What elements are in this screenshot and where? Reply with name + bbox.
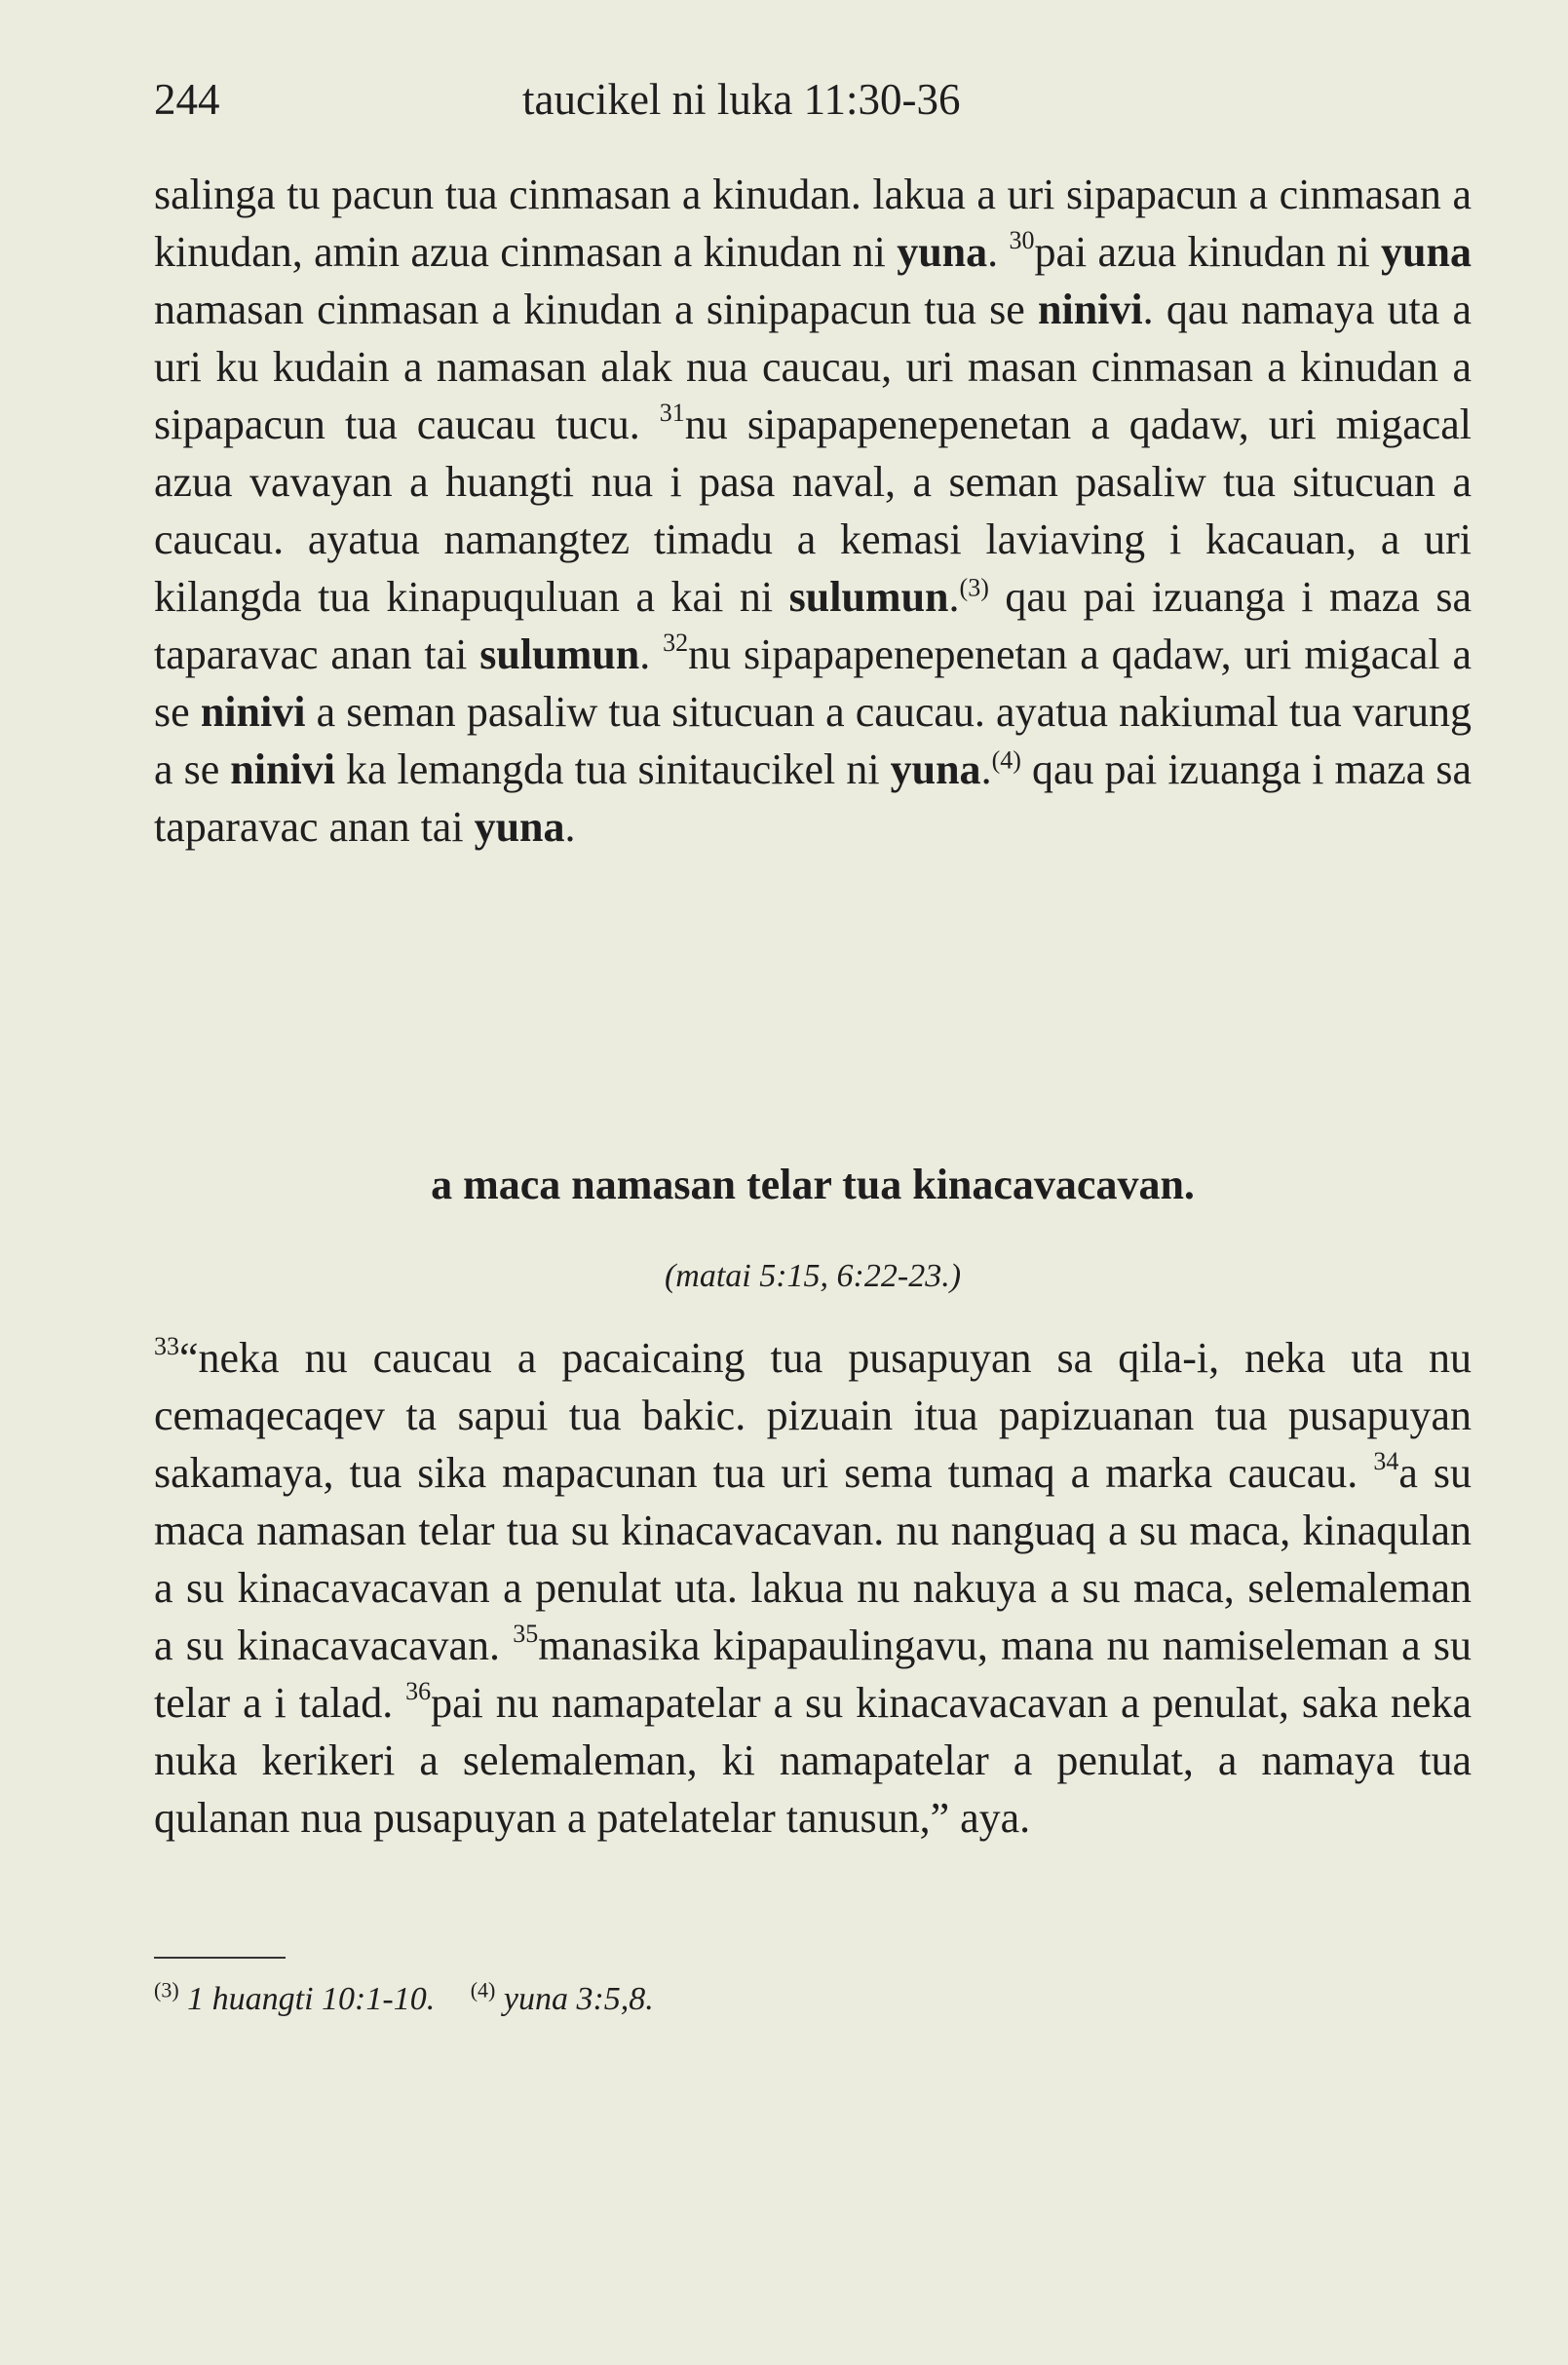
section-heading: a maca namasan telar tua kinacavacavan.	[431, 1161, 1195, 1208]
text-span: manasika kipapaulingavu, mana nu namiseleman a su telar a i talad.	[154, 1621, 1472, 1727]
footnote-reference[interactable]: (4)	[991, 745, 1021, 775]
verse-number: 33	[154, 1332, 179, 1361]
running-head: taucikel ni luka 11:30-36	[522, 75, 961, 124]
text-span: .	[987, 228, 1010, 276]
footnote-text: yuna 3:5,8.	[503, 1981, 654, 2017]
text-span: ka lemangda tua sinitaucikel ni	[334, 745, 891, 793]
footnote-marker: (3)	[154, 1977, 179, 2003]
footnote	[154, 1978, 435, 2021]
verse-number: 30	[1009, 226, 1035, 255]
verse-number: 31	[659, 399, 685, 428]
passage-1	[154, 166, 1472, 856]
bold-name: sulumun	[788, 573, 949, 621]
text-span: pai azua kinudan ni	[1034, 228, 1382, 276]
text-span: .	[639, 630, 664, 678]
text-span: nu sipapapenepenetan a qadaw, uri migacal azua vavayan a huangti nua i pasa naval, a seman pasaliw tua situcuan a caucau. ayatua namangtez timadu a kemasi laviaving i kacauan, a uri kilangda tua kinapuquluan a kai ni	[154, 401, 1472, 621]
text-span: .	[948, 573, 960, 621]
bold-name: ninivi	[1038, 286, 1143, 333]
footnote-marker: (4)	[470, 1977, 496, 2003]
bold-name: yuna	[1381, 228, 1472, 276]
verse-number: 34	[1373, 1447, 1399, 1476]
verse-number: 35	[513, 1620, 539, 1649]
text-span: qau pai izuanga i maza sa taparavac anan tai	[154, 573, 1472, 678]
bold-name: sulumun	[479, 630, 640, 678]
footnote-reference[interactable]: (3)	[959, 573, 989, 602]
text-span: “neka nu caucau a pacaicaing tua pusapuyan sa qila-i, neka uta nu cemaqecaqev ta sapui tua bakic. pizuain itua papizuanan tua pusapuyan sakamaya, tua sika mapacunan tua uri sema tumaq a marka caucau.	[154, 1334, 1472, 1497]
text-span: nu sipapapenepenetan a qadaw, uri migacal a se	[154, 630, 1472, 736]
paragraph	[154, 1329, 1472, 1847]
footnote	[471, 1978, 654, 2021]
paragraph	[154, 166, 1472, 856]
passage-2	[154, 1329, 1472, 1847]
bold-name: yuna	[897, 228, 988, 276]
cross-reference: (matai 5:15, 6:22-23.)	[664, 1258, 962, 1294]
bold-name: yuna	[474, 803, 565, 851]
footnote-divider	[154, 1957, 286, 1959]
page-number: 244	[154, 75, 220, 124]
text-span: qau pai izuanga i maza sa taparavac anan tai	[154, 745, 1472, 851]
text-span: .	[980, 745, 992, 793]
verse-number: 36	[405, 1677, 432, 1706]
footnotes	[154, 1978, 1472, 2021]
page-header	[154, 70, 1109, 129]
text-span: namasan cinmasan a kinudan a sinipapacun tua se	[154, 286, 1038, 333]
bold-name: ninivi	[230, 745, 335, 793]
text-span: . qau namaya uta a uri ku kudain a namasan alak nua caucau, uri masan cinmasan a kinudan a sipapacun tua caucau tucu.	[154, 286, 1472, 448]
footnote-text: 1 huangti 10:1-10.	[187, 1981, 436, 2017]
bold-name: yuna	[890, 745, 981, 793]
verse-number: 32	[663, 629, 689, 658]
text-span: pai nu namapatelar a su kinacavacavan a penulat, saka neka nuka kerikeri a selemaleman, ki namapatelar a penulat, a namaya tua qulanan nua pusapuyan a patelatelar tanusun,” aya.	[154, 1679, 1472, 1842]
text-span: a seman pasaliw tua situcuan a caucau. ayatua nakiumal tua varung a se	[154, 688, 1472, 793]
text-span: salinga tu pacun tua cinmasan a kinudan. lakua a uri sipapacun a cinmasan a kinudan, amin azua cinmasan a kinudan ni	[154, 171, 1472, 276]
text-span: a su maca namasan telar tua su kinacavacavan. nu nanguaq a su maca, kinaqulan a su kinacavacavan a penulat uta. lakua nu nakuya a su maca, selemaleman a su kinacavacavan.	[154, 1449, 1472, 1669]
bold-name: ninivi	[200, 688, 306, 736]
text-span: .	[564, 803, 576, 851]
